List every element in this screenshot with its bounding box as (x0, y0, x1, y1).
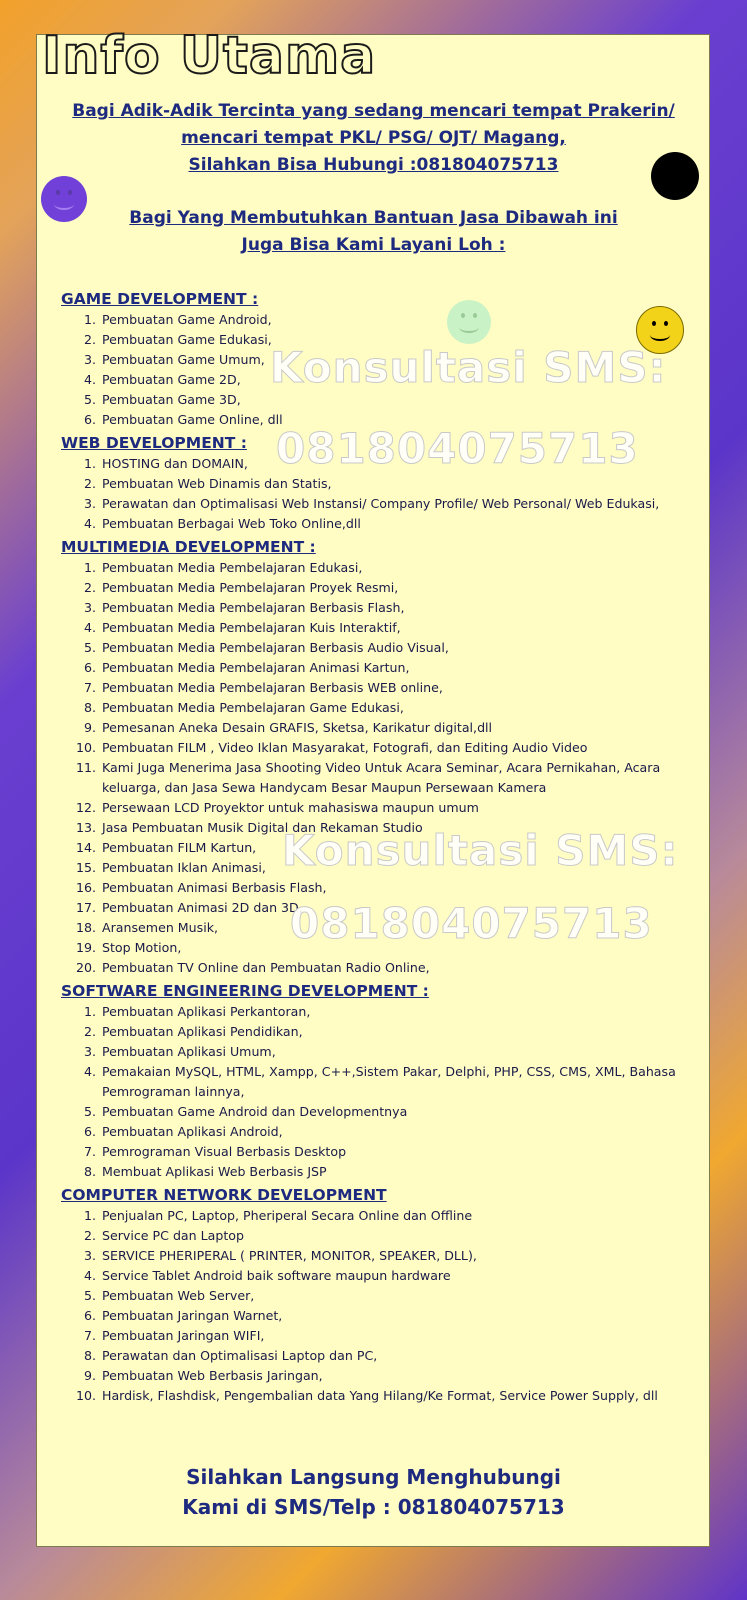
list-item: 2. Pembuatan Media Pembelajaran Proyek Resmi, (100, 578, 681, 598)
section-title: GAME DEVELOPMENT : (61, 290, 259, 308)
list-item: 2. Pembuatan Aplikasi Pendidikan, (100, 1022, 681, 1042)
list-item: 17. Pembuatan Animasi 2D dan 3D, (100, 898, 681, 918)
list-item: 1. Pembuatan Media Pembelajaran Edukasi, (100, 558, 681, 578)
list-item: 5. Pembuatan Media Pembelajaran Berbasis Audio Visual, (100, 638, 681, 658)
list-item: 16. Pembuatan Animasi Berbasis Flash, (100, 878, 681, 898)
services-intro-line-1: Bagi Yang Membutuhkan Bantuan Jasa Dibawah ini (129, 208, 618, 228)
footer-line-2: Kami di SMS/Telp : 081804075713 (182, 1495, 565, 1519)
section-computer-network (61, 1184, 681, 1406)
list-item: 4. Pembuatan Berbagai Web Toko Online,dll (100, 514, 681, 534)
list-item: 2. Pembuatan Game Edukasi, (100, 330, 681, 350)
list-item: 19. Stop Motion, (100, 938, 681, 958)
list-item: 3. Pembuatan Game Umum, (100, 350, 681, 370)
list-item: 7. Pembuatan Jaringan WIFI, (100, 1326, 681, 1346)
intro-block (0, 98, 747, 179)
watermark-line-1: Konsultasi SMS: (270, 343, 667, 392)
list-item: 11. Kami Juga Menerima Jasa Shooting Video Untuk Acara Seminar, Acara Pernikahan, Acara keluarga, dan Jasa Sewa Handycam Besar Maupun Persewaan Kamera (100, 758, 681, 798)
section-software-engineering (61, 980, 681, 1182)
watermark-line-2: 081804075713 (276, 424, 639, 473)
services-intro-line-2: Juga Bisa Kami Layani Loh : (241, 235, 506, 255)
page-title: Info Utama (42, 26, 377, 86)
contact-footer (0, 1462, 747, 1522)
list-item: 6. Pembuatan Game Online, dll (100, 410, 681, 430)
list-item: 6. Pembuatan Aplikasi Android, (100, 1122, 681, 1142)
section-game-development (61, 288, 681, 430)
list-item: 5. Pembuatan Game 3D, (100, 390, 681, 410)
watermark-line-2-repeat: 081804075713 (290, 899, 653, 948)
footer-line-1: Silahkan Langsung Menghubungi (186, 1465, 561, 1489)
list-item: 14. Pembuatan FILM Kartun, (100, 838, 681, 858)
section-list (61, 1206, 681, 1406)
circle-icon-black (651, 152, 699, 200)
section-web-development (61, 432, 681, 534)
list-item: 8. Membuat Aplikasi Web Berbasis JSP (100, 1162, 681, 1182)
section-multimedia-development (61, 536, 681, 978)
list-item: 1. Penjualan PC, Laptop, Pheriperal Secara Online dan Offline (100, 1206, 681, 1226)
watermark-line-1-repeat: Konsultasi SMS: (282, 826, 679, 875)
services-list (61, 288, 681, 1408)
list-item: 18. Aransemen Musik, (100, 918, 681, 938)
list-item: 5. Pembuatan Web Server, (100, 1286, 681, 1306)
services-intro-block (0, 205, 747, 259)
section-list (61, 1002, 681, 1182)
list-item: 1. HOSTING dan DOMAIN, (100, 454, 681, 474)
section-list (61, 454, 681, 534)
list-item: 3. Pembuatan Aplikasi Umum, (100, 1042, 681, 1062)
list-item: 4. Pembuatan Game 2D, (100, 370, 681, 390)
intro-line-1: Bagi Adik-Adik Tercinta yang sedang mencari tempat Prakerin/ (72, 101, 675, 121)
list-item: 1. Pembuatan Aplikasi Perkantoran, (100, 1002, 681, 1022)
list-item: 2. Service PC dan Laptop (100, 1226, 681, 1246)
list-item: 8. Perawatan dan Optimalisasi Laptop dan PC, (100, 1346, 681, 1366)
section-list (61, 558, 681, 978)
section-title: WEB DEVELOPMENT : (61, 434, 247, 452)
list-item: 8. Pembuatan Media Pembelajaran Game Edukasi, (100, 698, 681, 718)
list-item: 12. Persewaan LCD Proyektor untuk mahasiswa maupun umum (100, 798, 681, 818)
list-item: 4. Pembuatan Media Pembelajaran Kuis Interaktif, (100, 618, 681, 638)
list-item: 3. Pembuatan Media Pembelajaran Berbasis Flash, (100, 598, 681, 618)
list-item: 9. Pemesanan Aneka Desain GRAFIS, Sketsa, Karikatur digital,dll (100, 718, 681, 738)
list-item: 3. SERVICE PHERIPERAL ( PRINTER, MONITOR, SPEAKER, DLL), (100, 1246, 681, 1266)
list-item: 3. Perawatan dan Optimalisasi Web Instansi/ Company Profile/ Web Personal/ Web Edukasi, (100, 494, 681, 514)
list-item: 4. Pemakaian MySQL, HTML, Xampp, C++,Sistem Pakar, Delphi, PHP, CSS, CMS, XML, Bahasa Pemrograman lainnya, (100, 1062, 681, 1102)
list-item: 10. Hardisk, Flashdisk, Pengembalian data Yang Hilang/Ke Format, Service Power Supply, dll (100, 1386, 681, 1406)
list-item: 1. Pembuatan Game Android, (100, 310, 681, 330)
section-title: COMPUTER NETWORK DEVELOPMENT (61, 1186, 387, 1204)
list-item: 4. Service Tablet Android baik software maupun hardware (100, 1266, 681, 1286)
list-item: 6. Pembuatan Jaringan Warnet, (100, 1306, 681, 1326)
list-item: 2. Pembuatan Web Dinamis dan Statis, (100, 474, 681, 494)
list-item: 15. Pembuatan Iklan Animasi, (100, 858, 681, 878)
list-item: 20. Pembuatan TV Online dan Pembuatan Radio Online, (100, 958, 681, 978)
section-title: MULTIMEDIA DEVELOPMENT : (61, 538, 316, 556)
list-item: 7. Pembuatan Media Pembelajaran Berbasis WEB online, (100, 678, 681, 698)
intro-line-3: Silahkan Bisa Hubungi :081804075713 (188, 155, 559, 175)
section-list (61, 310, 681, 430)
list-item: 10. Pembuatan FILM , Video Iklan Masyarakat, Fotografi, dan Editing Audio Video (100, 738, 681, 758)
list-item: 7. Pemrograman Visual Berbasis Desktop (100, 1142, 681, 1162)
list-item: 6. Pembuatan Media Pembelajaran Animasi Kartun, (100, 658, 681, 678)
intro-line-2: mencari tempat PKL/ PSG/ OJT/ Magang, (181, 128, 566, 148)
section-title: SOFTWARE ENGINEERING DEVELOPMENT : (61, 982, 429, 1000)
list-item: 13. Jasa Pembuatan Musik Digital dan Rekaman Studio (100, 818, 681, 838)
list-item: 9. Pembuatan Web Berbasis Jaringan, (100, 1366, 681, 1386)
smiley-icon-purple (41, 176, 87, 222)
list-item: 5. Pembuatan Game Android dan Developmentnya (100, 1102, 681, 1122)
